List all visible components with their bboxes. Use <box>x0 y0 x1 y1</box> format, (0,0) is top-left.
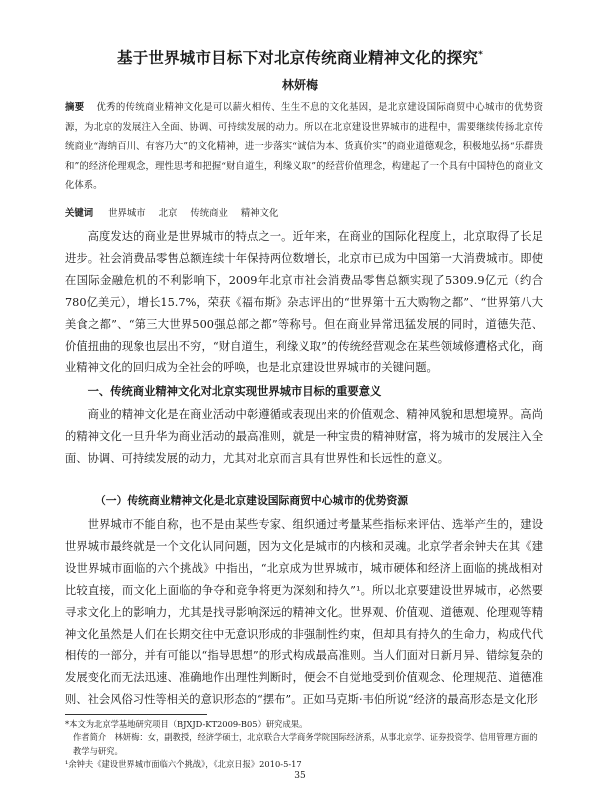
keyword: 北京 <box>158 208 178 219</box>
footnotes <box>65 718 543 771</box>
author-name: 林妍梅 <box>281 78 318 92</box>
page-number: 35 <box>294 771 306 781</box>
paper-title: 基于世界城市目标下对北京传统商业精神文化的探究* <box>116 49 484 67</box>
footnote: ¹余钟夫《建设世界城市面临六个挑战》，《北京日报》2010-5-17 <box>65 758 302 769</box>
body-paragraph: 高度发达的商业是世界城市的特点之一。近年来，在商业的国际化程度上，北京取得了长足进步。社会消费品零售总额连续十年保持两位数增长，北京市已成为中国第一大消费城市。即使在国际金融危机的不利影响下，2009年北京市社会消费品零售总额实现了5309.9亿元（约合780亿美元），增长15.7%，荣获《福布斯》杂志评出的“世界第十五大购物之都”、“世界第八大美食之都”、“第三大世界500强总部之都”等称号。但在商业异常迅猛发展的同时，道德失范、价值扭曲的现象也层出不穷，“财自道生，利缘义取”的传统经营观念在某些领域修遭格式化，商业精神文化的回归成为全社会的呼唤，也是北京建设世界城市的关键问题。 <box>65 230 543 375</box>
subsection-heading: （一）传统商业精神文化是北京建设国际商贸中心城市的优势资源 <box>95 494 409 507</box>
keyword: 传统商业 <box>190 208 228 219</box>
footnote: *本文为北京学基地研究项目（BJXJD-KT2009-B05）研究成果。 <box>65 719 308 729</box>
body-paragraph: 商业的精神文化是在商业活动中彰遵循或表现出来的价值观念、精神风貌和思想境界。高尚的精神文化一旦升华为商业活动的最高准则，就是一种宝贵的精神财富，将为城市的发展注入全面、协调、可持续发展的动力，尤其对北京而言具有世界性和长远性的意义。 <box>65 408 543 465</box>
keywords <box>65 205 543 219</box>
keyword: 精神文化 <box>240 208 279 219</box>
body-paragraph: 世界城市不能自称，也不是由某些专家、组织通过考量某些指标来评估、选举产生的，建设世界城市最终就是一个文化认同问题，因为文化是城市的内核和灵魂。北京学者余钟夫在其《建设世界城市面临的六个挑战》中指出，“北京成为世界城市，城市硬体和经济上面临的挑战相对比较直接，而文化上面临的争夺和竞争将更为深刻和持久”¹。所以北京要建设世界城市，必然要寻求文化上的影响力，尤其是找寻影响深远的精神文化。世界观、价值观、道德观、伦理观等精神文化虽然是人们在长期交往中无意识形成的非强制性约束，但却具有持久的生命力，构成代代相传的一部分，并有可能以“指导思想”的形式构成最高准则。当人们面对日新月异、错综复杂的发展变化而无法迅速、准确地作出理性判断时，便会不自觉地受到价值观念、伦理规范、道德准则、社会风俗习性等相关的意识形态的“摆布”。正如马克斯·韦伯所说“经济的最高形态是文化形 <box>65 518 543 707</box>
abstract <box>65 98 543 196</box>
abstract-label: 摘要 <box>65 102 85 113</box>
footnote-divider <box>65 714 207 715</box>
section-heading: 一、传统商业精神文化对北京实现世界城市目标的重要意义 <box>87 385 382 398</box>
keyword: 世界城市 <box>108 208 146 219</box>
abstract-text: 优秀的传统商业精神文化是可以薪火相传、生生不息的文化基因，是北京建设国际商贸中心城市的优势资源，为北京的发展注入全面、协调、可持续发展的动力。所以在北京建设世界城市的进程中，需要继续传扬北京传统商业“海纳百川、有容乃大”的文化精神，进一步落实“诚信为本、货真价实”的商业道德观念，积极地弘扬“乐群贵和”的经济伦理观念，理性思考和把握“财自道生，利缘义取”的经营价值理念，构建起了一个具有中国特色的商业文化体系。 <box>65 102 543 192</box>
footnote: 作者简介 林妍梅：女，副教授，经济学硕士，北京联合大学商务学院国际经济系，从事北京学、证券投资学、信用管理方面的教学与研究。 <box>73 732 538 756</box>
keywords-label: 关键词 <box>65 208 94 219</box>
title-footnote-mark: * <box>478 49 484 60</box>
